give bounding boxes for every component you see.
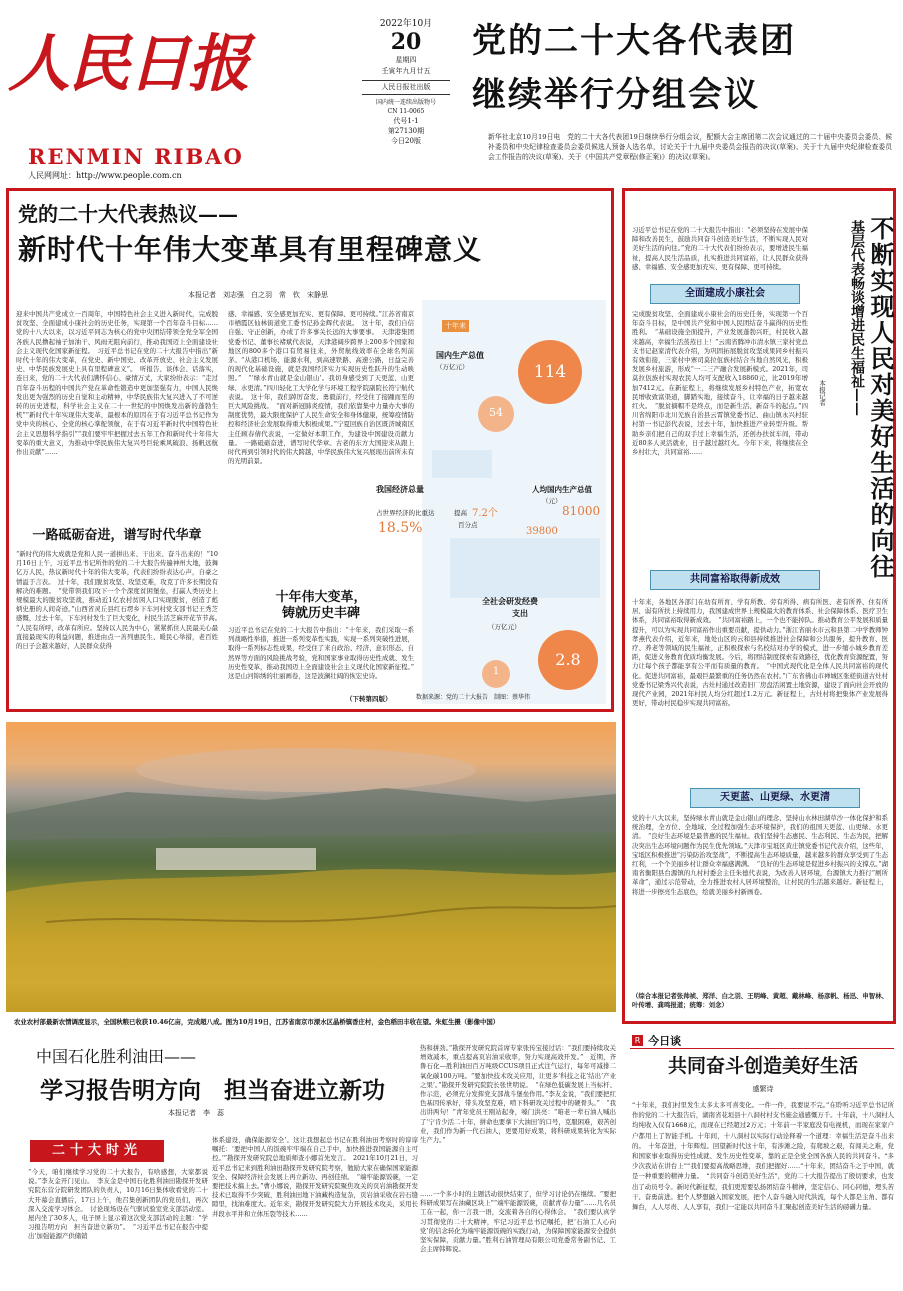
bottom-title: 学习报告明方向 担当奋进立新功 xyxy=(40,1077,385,1104)
feature-subhead-2a: 十年伟大变革， xyxy=(275,590,367,605)
today-title: 共同奋斗创造美好生活 xyxy=(667,1055,858,1077)
feature-col1-a: 迎来中国共产党成立一百周年，中国特色社会主义进入新时代，完成脱贫攻坚、全面建成小康社会的历史任务，实现第一个百年奋斗目标……党的十八大以来，以习近平同志为核心的党中央团结带领全党全军全国各族人民撸起袖子加油干、风雨无阻向前行，推动我国迈上全面建设社会主义现代化国家新征程。 习近平总书记在党的二十大报告中指出“新时代十年的伟大变革，在党史、新中国史、改革开放史、社会主义发展史、中华民族发展史上具有里程碑意义”。 听报告、谈体会、话落实，连日来，党的二十大代表们满怀信心、豪情万丈，大家纷纷表示：“走过百年奋斗历程的中国共产党在革命性锻造中更加坚强有力，中国人民焕发出更为强烈的历史自觉和主动精神，中华民族伟大复兴进入了不可逆转的历史进程，科学社会主义在二十一世纪的中国焕发出新的蓬勃生机”“新时代十年实现伟大变革，最根本的原因在于有习近平总书记作为党中央的核心、全党的核心掌舵领航，在于有习近平新时代中国特色社会主义思想科学指引”“我们要牢牢把握过去五年工作和新时代十年伟大变革的重大意义，为推动中华民族伟大复兴号巨轮乘风破浪、扬帆远航作出贡献”…… xyxy=(16,310,218,457)
side-para-3: 党的十八大以来，坚持绿水青山就是金山银山的理念，坚持山水林田湖草沙一体化保护和系统治理，全方位、全地域、全过程加强生态环境保护，我们的祖国天更蓝、山更绿、水更清。 “良好生态环境是最普惠的民生福祉。我们坚持生态惠民、生态利民、生态为民，把解决突出生态环境问题作为民生优先领域。”天津市宝坻区黄庄镇党委书记代表介绍，这些年，宝坻区积极推进“污染防治攻坚战”，不断提高生态环境质量，越来越多的群众享受到了生态红利，一个个美丽乡村让群众幸福感满满。 “良好的生态环境是促进乡村振兴的支撑点。”湖南省衡阳县台源镇的九村村委会主任朱德代表说，为改善人居环境，台源镇大力推行“厕所革命”，通过示范带动，全力推进农村人居环境整治，让村民的生活越来越好。新征程上，将进一步擦亮生态底色，绘就美丽乡村新画卷。 xyxy=(632,814,888,896)
feature-col1-b: “新时代的伟大成就是党和人民一道拼出来、干出来、奋斗出来的！”10月16日上午，习近平总书记所作的党的二十大报告传遍神州大地，鼓舞亿万人民，热议新时代十年的伟大变革，代表们纷纷表达心声，自豪之情溢于言表。 过十年，我们脱贫攻坚、攻坚克难，攻克了许多长期没有解决的难题。 “党带领我们攻下一个个深度贫困堡垒，打赢人类历史上规模最大的脱贫攻坚战，推动近1亿农村贫困人口实现脱贫，创造了彪炳史册的人间奇迹。”山西省灵丘县红石塄乡下车河村党支部书记王秀芝感慨，过去十年，下车河村发生了巨大变化，村民生活芝麻开花节节高。 “人民有所呼，改革有所应。坚持以人民为中心，紧紧抓住人民最关心最直接最现实的利益问题，推进由点一善列惠民生、暖民心举措，老百姓的日子会越来越好，人民群众获得 xyxy=(16,550,225,651)
gdp-unit: （万亿元） xyxy=(436,363,469,371)
side-para-2: 十年来，各地区各部门在幼有所育、学有所教、劳有所得、病有所医、老有所养、住有所居、弱有所扶上持续用力，我国建成世界上规模最大的教育体系、社会保障体系、医疗卫生体系，共同富裕取得新成效。 “共同富裕路上，一个也不能掉队。推动教育公平发展和质量提升，可以为实现共同富裕作出重要贡献，提供动力。”浙江省丽水市云和县第二中学教师钟孝燕代表介绍，近年来，地处山区的云和县持续推进社会保障和公共服务，提升教育、医疗、养老等领域的民生福祉，正积极探索与名校结对办学的模式，进一步缩小城乡教育差距，促进义务教育优质均衡发展。今后，将团结制度探索有效路径，优化教育资源配置，努力让每个孩子都能享有公平而有质量的教育。 “中国式现代化是全体人民共同富裕的现代化。促进共同富裕，最艰巨最繁重的任务仍然在农村。”广东省佛山市禅城区张槎街道古灶村党委书记梁秀兴代表说，古灶村通过改造旧厂房盘活闲置土地资源，建设了面向社会开放的现代产业园，2021年村民人均分红超过1.2万元。新征程上，古灶村将把集体产业发展得更好，带动村民稳步实现共同富裕。 xyxy=(632,598,888,708)
share-text: 占世界经济的比重达 xyxy=(376,509,435,517)
feature-byline: 本报记者 刘志强 白之羽 常 钦 宋静思 xyxy=(188,291,328,299)
side-reporter: 本报记者 xyxy=(818,380,826,406)
today-icon: R xyxy=(632,1035,643,1046)
today-label: 今日谈 xyxy=(648,1034,682,1048)
page-count: 今日20版 xyxy=(391,137,421,145)
distant-hills xyxy=(6,788,616,840)
date-month: 2022年10月 xyxy=(379,19,433,29)
infographic xyxy=(376,300,606,704)
issue-number: 第27130期 xyxy=(387,127,425,135)
rd-label: 全社会研发经费 xyxy=(482,596,538,606)
harvest-photo xyxy=(6,722,616,1012)
feature-subhead-1: 一路砥砺奋进，谱写时代华章 xyxy=(32,528,202,543)
feature-col2-b: 习近平总书记在党的二十大报告中指出：“十年来，我们采取一系列战略性举措，推进一系列变革性实践，实现一系列突破性进展，取得一系列标志性成果，经受住了来自政治、经济、意识形态、自然界等方面的风险挑战考验，党和国家事业取得历史性成就、发生历史性变革，推动我国迈上全面建设社会主义现代化国家新征程。” 这是山河锦绣的壮丽画卷，这是波澜壮阔的恢宏史诗。 xyxy=(228,626,421,681)
newspaper-logo xyxy=(8,14,276,126)
today-label-box xyxy=(632,1030,690,1046)
side-title: 不断实现人民对美好生活的向往 xyxy=(866,216,895,580)
sunset-haze xyxy=(136,748,476,792)
photo-art xyxy=(6,722,616,1012)
rise-prefix: 提高 xyxy=(454,509,467,517)
village xyxy=(156,848,316,870)
feature-kicker: 党的二十大代表热议—— xyxy=(18,202,238,226)
bottom-byline: 本报记者 李 蕊 xyxy=(168,1109,224,1117)
share-label: 我国经济总量 xyxy=(376,484,424,494)
rd-label-2: 支出 xyxy=(512,608,528,618)
column-banner xyxy=(30,1140,164,1162)
today-body: “十年来，我们村里发生太多太多可喜变化。一件一件，我要说不完。”在聆听习近平总书记所作的党的二十大报告后，湖南省花垣县十八洞村村支书施金通感慨万千。十年前，十八洞村人均纯收入仅有1668元，而现在已经超过2万元；十年前一半家庭没有电视机，而现在家家户户都用上了智能手机。十年间，十八洞村以实际行动诠释着一个道理：幸福生活是奋斗出来的。 十年奋进，十年辉煌。回望新时代这十年，有涉滩之险，有爬坡之艰，有闯关之难，党和国家事业取得历史性成就、发生历史性变革，靠的正是全党全国各族人民的共同奋斗。“多少次我站在讲台上”“我们要提高战略思维，我们把握好……”十年来，团结奋斗之于中国，就是一种重要的精神力量。 “共同奋斗创造美好生活”，党的二十大报告提出了殷切要求，也发出了动员号令。新时代新征程，我们更需要弘扬团结奋斗精神，坚定信心、同心同德，埋头苦干、奋勇前进。把个人梦想融入国家发展，把个人奋斗融入时代洪流，每个人都是主角、都有舞台，人人尽责、人人享有，我们一定能以共同奋斗汇聚起创造美好生活的磅礴力量。 xyxy=(632,1101,895,1212)
bottom-kicker: 中国石化胜利油田—— xyxy=(36,1047,197,1066)
rd-new: 2.8 xyxy=(555,650,581,669)
panel-shape xyxy=(450,538,600,598)
serial-label: 国内统一连续出版物号 xyxy=(375,99,436,106)
date-block xyxy=(358,16,454,146)
top-headline-2: 继续举行分组会议 xyxy=(472,75,760,115)
side-kicker: 基层代表畅谈增进民生福祉—— xyxy=(849,220,865,416)
bottom-col-3: 热和拼劲。”勘探开发研究院首席专家张传宝接过话：“我们要持续攻关增效减本，重点提高页岩油采收率，努力实现高效开发。” 近期，齐鲁石化—胜利油田百万吨级CCUS项目正式注气运行，每年可减排二氧化碳100万吨。“要加快技术攻关应用，让更多‘科技之花’结出‘产业之果’。”勘探开发研究院院长张世明说。 “在绿色低碳发展上当标杆、作示范，必须充分发挥党支部战斗堡垒作用。”李友金说，“我们要把红色基因传承好，带头攻坚克难，啃下科研攻关过程中的硬骨头。” “我出讲两句！”青年党员王刚站起身，嗓门洪亮：“咱老一辈石油人喊出了‘宁肯少活二十年，拼命也要拿下大油田’的口号，克服困难，艰苦创业，我们作为新一代石油人，更要用好成果，将科研成果转化为实际生产力。” xyxy=(420,1044,616,1145)
gdp-new: 114 xyxy=(533,362,567,382)
bottom-col-2: 体系建设，确保能源安全’。这让我想起总书记在胜利油田考察时的谆谆嘱托：‘要把中国人的饭碗牢牢端在自己手中，加快推进我国能源自主可控。’”勘探开发研究院总地质师查小娜首先发言。 2021年10月21日，习近平总书记来到胜利油田勘探开发研究院考察，勉励大家在确保国家能源安全、保障经济社会发展上再立新功、再创佳绩。 “端牢能源饭碗，一定要把技术搞上去。”曹小娜说，勘探开发研究院聚焦攻关的页岩油勘探开发技术已取得不少突破，胜利油田地下油藏构造复杂，页岩油采收在岩石缝隙里，找油难度大。近年来，勘探开发研究院大力开展技术攻关，采用长井段水平井和立体压裂等技术…… xyxy=(212,1136,418,1218)
roman-title: RENMIN RIBAO xyxy=(28,144,244,169)
today-author: 盛繁诗 xyxy=(752,1085,774,1093)
photo-caption: 农业农村部最新农情调度显示，全国秋粮已收获10.46亿亩，完成超八成。图为10月19日，江苏省南京市溧水区晶桥镇香庄村，金色稻田丰收在望。朱虹生摄（影像中国） xyxy=(14,1018,500,1026)
pc-old: 39800 xyxy=(526,526,558,537)
bar-shape xyxy=(432,450,492,478)
info-tag: 十年来 xyxy=(442,320,469,332)
top-lead: 新华社北京10月19日电 党的二十大各代表团19日继续举行分组会议，配额大会主席团第二次会议通过的二十届中央委员会委员、候补委员和中央纪律检查委员会委员候选人预备人选名单，讨论关于十九届中央委员会报告的决议(草案)、关于十九届中央纪律检查委员会工作报告的决议(草案)、关于《中国共产党章程(修正案)》的决议(草案)。 xyxy=(488,133,892,161)
rd-unit: （万亿元） xyxy=(488,623,521,631)
side-heading-1: 全面建成小康社会 xyxy=(650,284,800,304)
bottom-col-4: ……一个多小时的主题活动很快结束了，但学习讨论仍在继续。“要把科研成果写在油藏区块上”“端牢能源饭碗，贡献青春力量”……几名员工在一起，你一言我一语，交流着各自的心得体会。 “我们要认真学习贯彻党的二十大精神，牢记习近平总书记嘱托，把‘石油工人心向党’的信念转化为端牢能源饭碗的实践行动，为保障国家能源安全提供坚实保障，贡献力量。”胜利石油管理局有限公司党委常务副书记、工会主席韩辉说。 xyxy=(420,1190,616,1254)
share-value: 18.5% xyxy=(378,520,423,536)
column-banner-text: 二十大时光 xyxy=(51,1143,142,1158)
publisher: 人民日报社出版 xyxy=(362,80,450,95)
rise-unit: 百分点 xyxy=(458,521,478,529)
data-source: 数据来源：党的二十大报告 制图：蔡华伟 xyxy=(416,694,531,701)
feature-subhead-2b: 铸就历史丰碑 xyxy=(281,606,360,621)
rd-old: 1 xyxy=(492,666,500,677)
website: 人民网网址：http://www.people.com.cn xyxy=(28,171,182,180)
rise-value: 7.2个 xyxy=(472,508,498,519)
top-headline-1: 党的二十大各代表团 xyxy=(472,21,796,61)
side-intro: 习近平总书记在党的二十大报告中指出：“必须坚持在发展中保障和改善民生，鼓励共同奋斗创造美好生活，不断实现人民对美好生活的向往。”党的二十大代表们纷纷表示，要增进民生福祉，提高人民生活品质，扎实推进共同富裕，让人民群众获得感、幸福感、安全感更加充实、更有保障、更可持续。 xyxy=(632,226,808,271)
side-heading-2: 共同富裕取得新成效 xyxy=(650,570,820,590)
feature-col2-a: 感、幸福感、安全感更加充实、更有保障、更可持续。”江苏省南京市栖霞区仙林街道党工委书记孙金辉代表说。 这十年，我们自信自强、守正创新，办成了许多事关长远的大事要事。 天津港集团党委书记、董事长褚斌代表说，天津港阔步跨界上200多个国家和地区的800多个港口有贸易往来，外贸航线效率在全球名列前茅。“从港口机场、能源水利，到高速铁路、高速公路，日益完善的现代化基础设施，就是我国经济实力实现历史性跃升的生动映照。” “‘绿水青山就是金山银山’。我切身感受到了天更蓝、山更绿、水更清。”四川轻化工大学化学与环境工程学院副院长符宁航代表说。 这十年，我们踔厉奋发、勇毅前行，经受住了接踵而至的巨大风险挑战。 “面对新冠肺炎疫情，我们依靠集中力量办大事的制度优势，最大限度保护了人民生命安全和身体健康，统筹疫情防控和经济社会发展取得重大积极成果。”宁夏回族自治区既济城南区主任顾春倩代表说，一定做好本职工作，为建设中国建设贡献力量。 一路砥砺奋进，谱写时代华章。古老的东方大国迎来从跟上时代再到引领时代的伟大跨越，中华民族伟大复兴展现出前所未有的光明前景。 xyxy=(228,310,414,466)
serial-number: CN 11-0065 xyxy=(387,108,425,115)
pc-label: 人均国内生产总值 xyxy=(532,485,592,494)
date-day: 20 xyxy=(390,29,422,55)
continued-note: （下转第四版） xyxy=(346,695,392,703)
rice-fields xyxy=(6,869,616,1012)
logo-text: 人民日报 xyxy=(8,27,249,100)
side-heading-3: 天更蓝、山更绿、水更清 xyxy=(690,788,860,808)
gdp-label: 国内生产总值 xyxy=(436,350,484,360)
pc-unit: （元） xyxy=(542,497,562,505)
weekday: 星期四 xyxy=(395,56,417,64)
lunar-date: 壬寅年九月廿五 xyxy=(381,67,431,75)
postal-code: 代号1-1 xyxy=(393,117,419,125)
today-divider xyxy=(630,1048,894,1049)
feature-title: 新时代十年伟大变革具有里程碑意义 xyxy=(18,233,483,266)
side-para-1: 完成脱贫攻坚、全面建成小康社会的历史任务，实现第一个百年奋斗目标，是中国共产党和中国人民团结奋斗赢得的历史性胜利。 “基础设施全面提升，产业发展蓬勃兴旺，村民收入越来越高，幸福生活蒸蒸日上！”云南省腾冲市清水镇三家村党总支书记赵家清代表介绍，为巩固拓展脱贫攻坚成果同乡村振兴有效衔接，三家村中寨司莫拉佤族村结合当地自然风光，积极发展乡村旅游，形成“一二三产融合发展新模式。2021年，司莫拉佤族村实现农民人均可支配收入18860元，比2019年增加7412元。在新征程上，将继续发展乡村特色产业，拓宽农民增收致富渠道，脚踏实地，接续奋斗，让幸福的日子越来越红火。 “脱贫摘帽不是终点，而是新生活、新奋斗的起点。”四川省绵阳市北川羌族自治县云霄镇党委书记、曲山镇永兴村驻村第一书记彭代表说，过去十年，加快推进产业转型升级。帮助乡亲们把自己的双手过上幸福生活，还创办扶贫车间，带动近80多人灵活就业，日子越过越红火。今年下来，将继续在全乡村壮大，共同富裕…… xyxy=(632,310,808,457)
side-credit: （综合本报记者张帅祯、郑洋、白之羽、王明峰、黄超、戴林峰、杨彦帆、杨迅、申智林、叶传增、龚鸣报道；统筹：刘念） xyxy=(632,992,888,1010)
bottom-col-1: “今天，咱们继续学习党的二十大报告，有啥感想，大家都说说。”李友金开门见山。 李友金是中国石化胜利油田勘探开发研究院东营分院研发团队的负责人，10月16日集体收看党的二十大开幕会直播后，17日上午，他召集创新团队的党员们，再次深入交流学习体会。 讨论现场设在气驱试验室党支部活动室。屋内坐了30多人，电子屏上显示着这次党支部活动的主题：“学习报告明方向 担当奋进立新功”。 “习近平总书记在报告中提出‘加强能源产供储销 xyxy=(28,1168,208,1241)
pc-new: 81000 xyxy=(562,504,601,518)
gdp-old: 54 xyxy=(489,406,503,419)
